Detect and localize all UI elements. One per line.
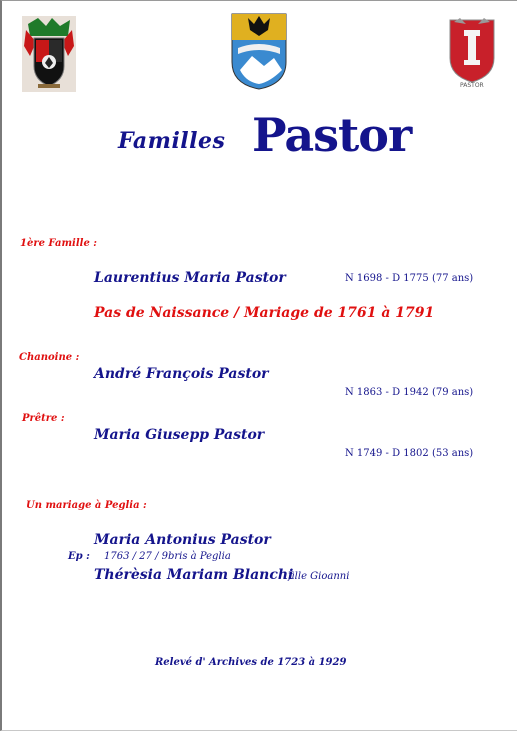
mariage-bride: Thérèsia Mariam Blanchi xyxy=(94,567,294,583)
chanoine-dates: N 1863 - D 1942 (79 ans) xyxy=(345,387,474,398)
chanoine-name: André François Pastor xyxy=(94,366,269,382)
mariage-ep-label: Ep : xyxy=(68,551,90,562)
center-coat-of-arms xyxy=(230,12,288,90)
mariage-ep-date: 1763 / 27 / 9bris à Peglia xyxy=(104,551,231,562)
mariage-label: Un mariage à Peglia : xyxy=(26,500,147,511)
section1-dates: N 1698 - D 1775 (77 ans) xyxy=(345,273,474,284)
right-coat-of-arms xyxy=(446,16,498,92)
title-pastor: Pastor xyxy=(252,108,412,162)
footer-archives: Relevé d' Archives de 1723 à 1929 xyxy=(155,657,347,668)
section1-name: Laurentius Maria Pastor xyxy=(94,270,286,286)
mariage-groom: Maria Antonius Pastor xyxy=(94,532,271,548)
pretre-name: Maria Giusepp Pastor xyxy=(94,427,265,443)
section1-label: 1ère Famille : xyxy=(20,238,97,249)
pretre-label: Prêtre : xyxy=(22,413,65,424)
title-familles: Familles xyxy=(118,128,226,154)
right-crest-caption: PASTOR xyxy=(460,82,484,89)
pretre-dates: N 1749 - D 1802 (53 ans) xyxy=(345,448,474,459)
chanoine-label: Chanoine : xyxy=(19,352,80,363)
mariage-bride-note: fille Gioanni xyxy=(288,571,350,582)
section1-note: Pas de Naissance / Mariage de 1761 à 1791 xyxy=(94,305,435,321)
left-coat-of-arms xyxy=(22,16,76,92)
